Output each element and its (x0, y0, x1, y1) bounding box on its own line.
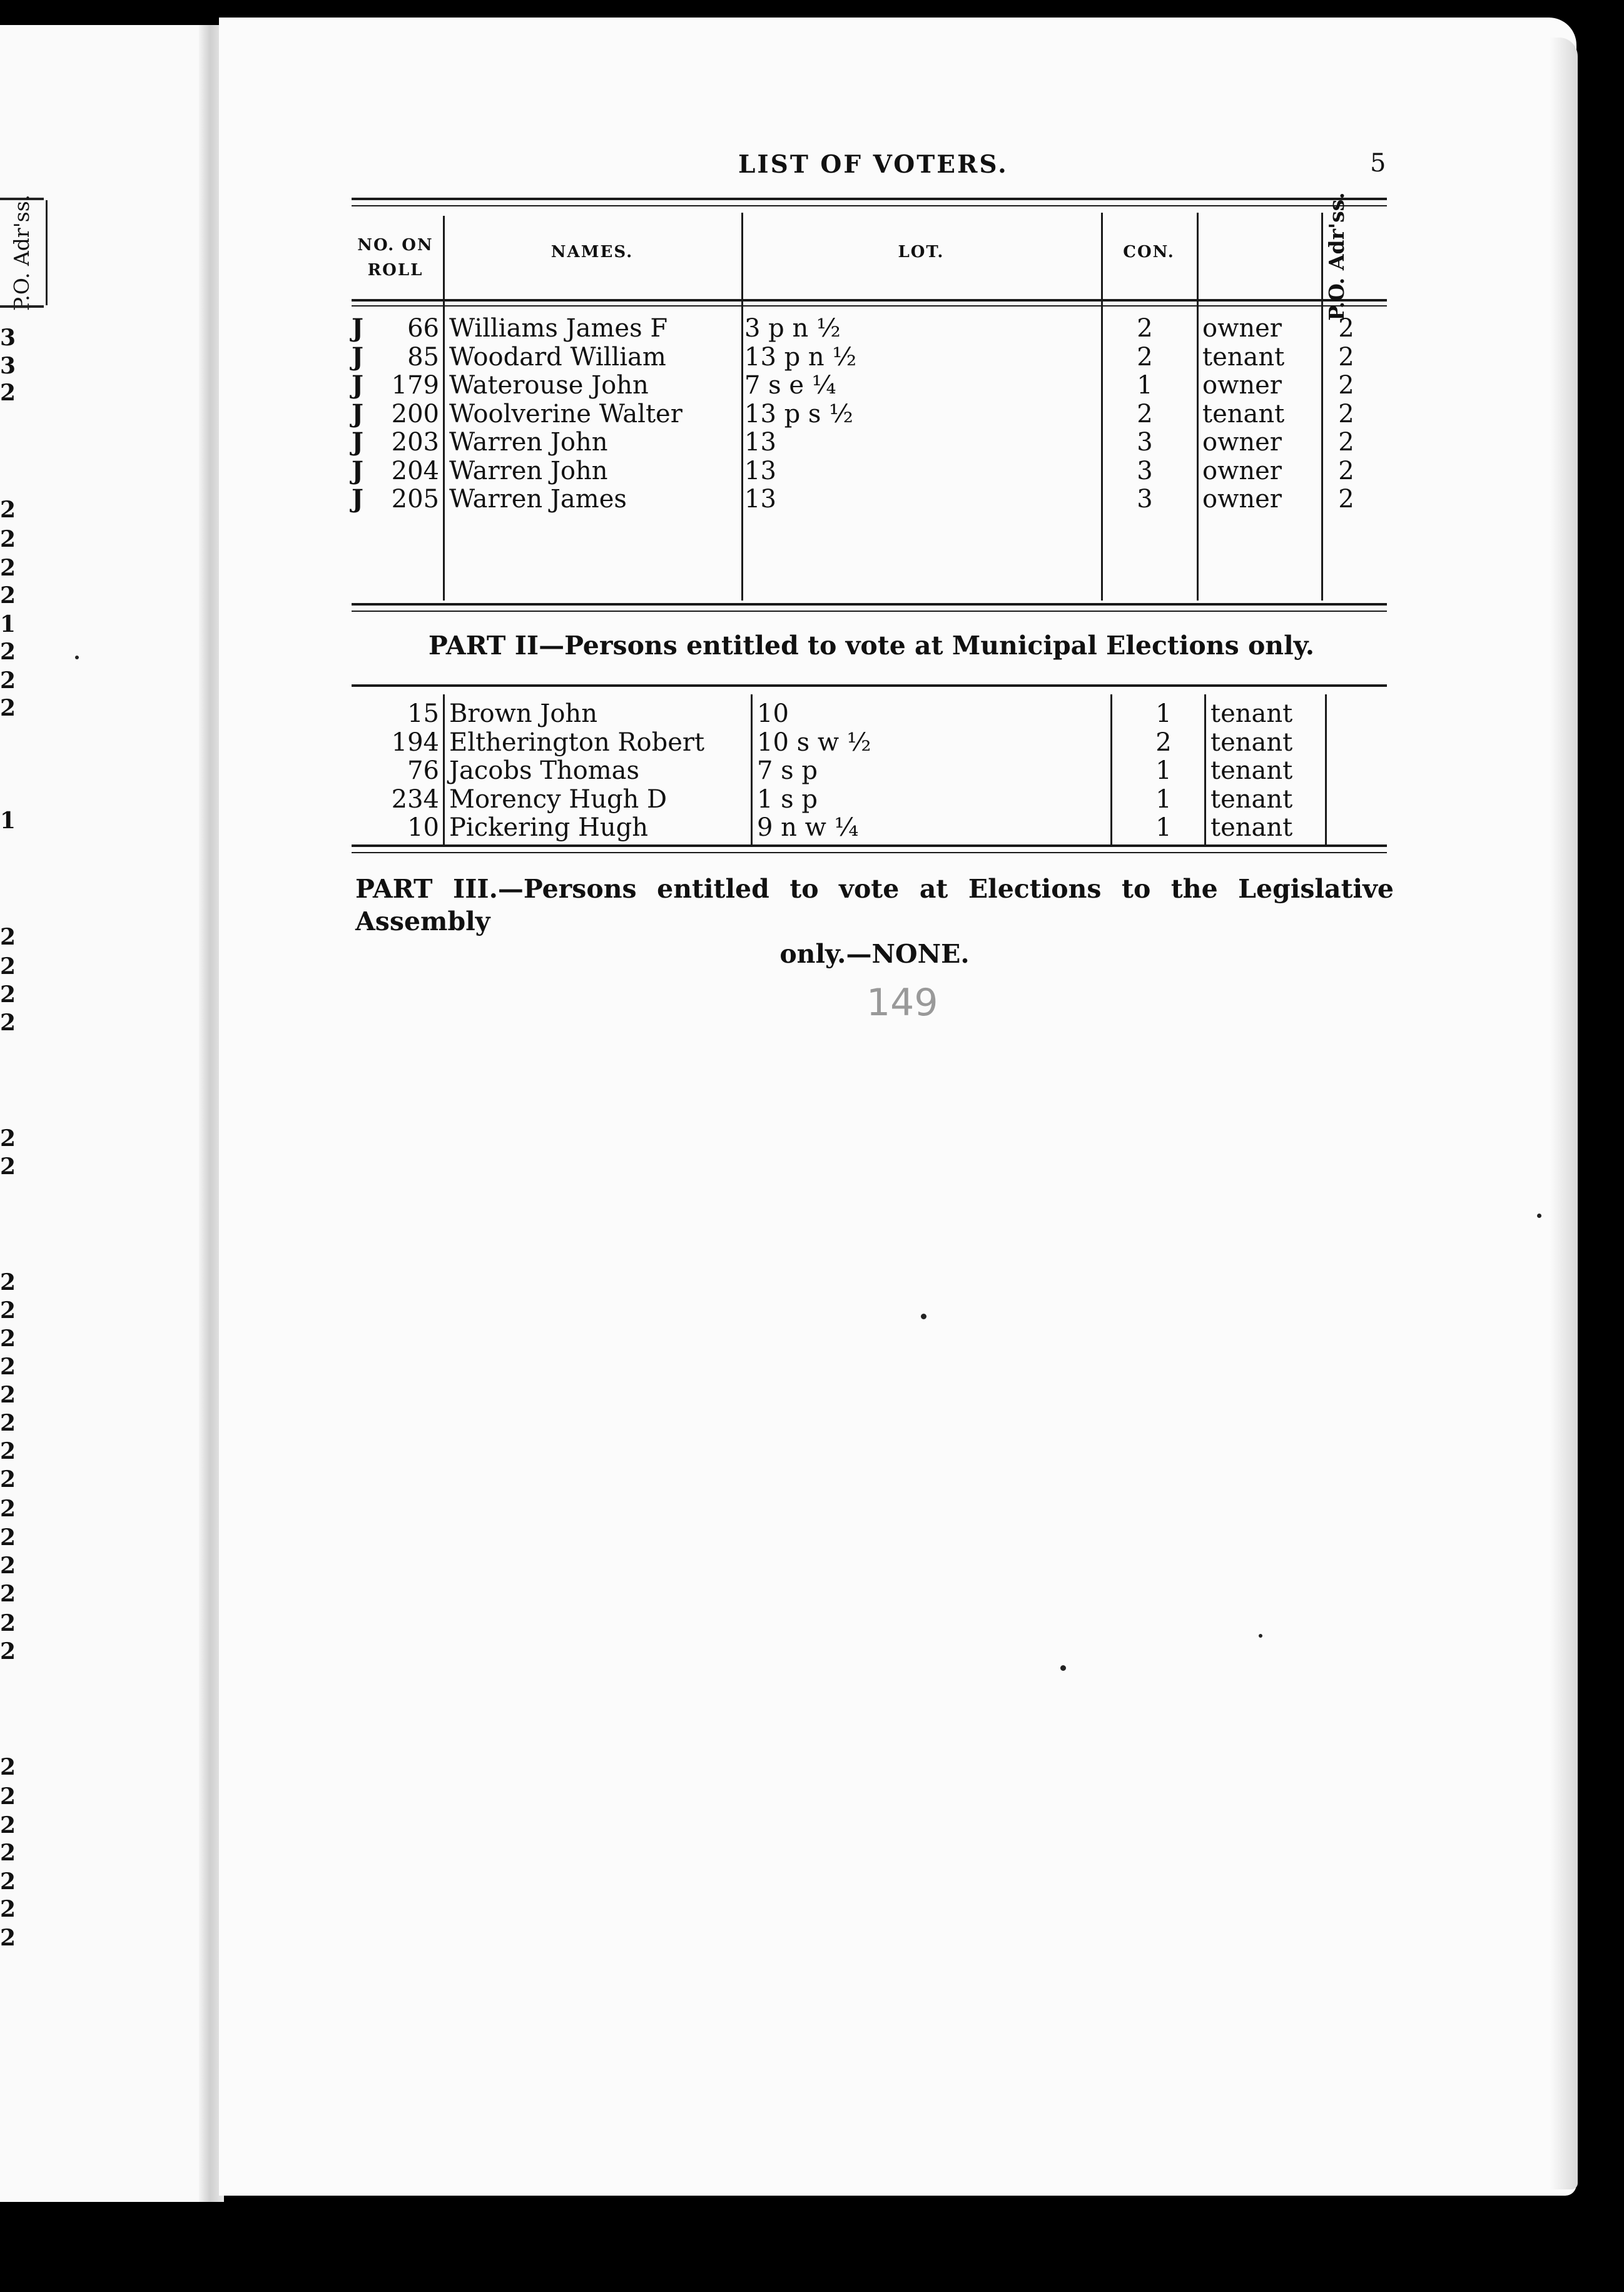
cell-name: Warren John (449, 428, 608, 457)
left-page-number: 2 (0, 1496, 16, 1522)
part3-line1: PART III.—Persons entitled to vote at Elections to the Legislative Assembly (355, 874, 1394, 936)
table-row (0, 756, 1624, 785)
cell-lot: 13 p n ½ (744, 342, 857, 372)
cell-no: 194 (391, 728, 439, 757)
cell-name: Pickering Hugh (449, 813, 649, 842)
table-row (0, 371, 1624, 400)
cell-name: Jacobs Thomas (449, 756, 640, 785)
left-page-number: 2 (0, 1896, 16, 1922)
table-top-rule-2 (352, 205, 1387, 206)
part2-top-rule (352, 684, 1387, 687)
cell-con: 2 (1137, 314, 1153, 343)
left-page-number: 2 (0, 1125, 16, 1152)
cell-status: tenant (1210, 784, 1293, 814)
left-page-numbers (0, 0, 38, 2064)
left-page-number: 2 (0, 639, 16, 665)
header-po-address: P.O. Adr'ss. (1324, 192, 1349, 321)
table-header-rule-2 (352, 305, 1387, 307)
left-page-number: 2 (0, 1326, 16, 1352)
table-row (0, 314, 1624, 343)
table-row (0, 400, 1624, 428)
cell-lot: 9 n w ¼ (757, 813, 859, 842)
left-page-number: 2 (0, 1869, 16, 1895)
table-row (0, 485, 1624, 514)
cell-status: owner (1202, 371, 1282, 400)
cell-letter: J (352, 455, 363, 485)
header-lot: LOT. (898, 243, 945, 261)
cell-no: 10 (407, 813, 439, 842)
cell-po: 2 (1338, 314, 1354, 343)
cell-lot: 13 (744, 485, 776, 514)
left-page-number: 2 (0, 667, 16, 694)
cell-po: 2 (1338, 342, 1354, 372)
left-page-number: 2 (0, 582, 16, 609)
left-page-number: 2 (0, 1581, 16, 1607)
left-page-number: 2 (0, 1840, 16, 1866)
cell-no: 203 (391, 428, 439, 457)
cell-con: 1 (1155, 784, 1172, 814)
part2-title: PART II—Persons entitled to vote at Municipal Elections only. (428, 631, 1315, 661)
header-no-on-roll: NO. ON ROLL (357, 236, 434, 280)
cell-con: 2 (1137, 399, 1153, 428)
cell-status: tenant (1210, 756, 1293, 785)
cell-letter: J (352, 370, 363, 400)
left-page-number: 2 (0, 981, 16, 1008)
cell-con: 3 (1137, 485, 1153, 514)
cell-status: tenant (1210, 813, 1293, 842)
cell-con: 3 (1137, 456, 1153, 485)
left-page-number: 2 (0, 953, 16, 980)
cell-no: 200 (391, 399, 439, 428)
left-page-number: 1 (0, 611, 16, 637)
left-page-number: 2 (0, 1466, 16, 1493)
cell-lot: 1 s p (757, 784, 818, 814)
cell-con: 1 (1137, 371, 1153, 400)
table-row (0, 785, 1624, 814)
left-page-number: 2 (0, 1553, 16, 1579)
left-page-number: 2 (0, 1783, 16, 1810)
cell-status: tenant (1210, 728, 1293, 757)
cell-con: 3 (1137, 428, 1153, 457)
cell-lot: 10 s w ½ (757, 728, 871, 757)
cell-no: 15 (407, 699, 439, 728)
header-names: NAMES. (551, 243, 634, 261)
cell-no: 204 (391, 456, 439, 485)
cell-status: tenant (1202, 342, 1285, 372)
left-page-number: 2 (0, 695, 16, 721)
speck (1259, 1634, 1262, 1638)
cell-no: 76 (407, 756, 439, 785)
cell-po: 2 (1338, 428, 1354, 457)
page-number: 5 (1370, 149, 1386, 178)
table-bottom-rule-2 (352, 611, 1387, 612)
cell-name: Morency Hugh D (449, 784, 667, 814)
cell-status: owner (1202, 428, 1282, 457)
left-page-number: 2 (0, 1925, 16, 1951)
cell-letter: J (352, 427, 363, 457)
left-page-number: 2 (0, 1812, 16, 1838)
cell-name: Eltherington Robert (449, 728, 705, 757)
cell-letter: J (352, 484, 363, 514)
left-page-number: 2 (0, 1297, 16, 1324)
cell-name: Woodard William (449, 342, 666, 372)
left-page-number: 2 (0, 1269, 16, 1296)
left-page-number: 2 (0, 1638, 16, 1665)
cell-no: 85 (407, 342, 439, 372)
cell-name: Woolverine Walter (449, 399, 683, 428)
left-column-header: P.O. Adr'ss. (0, 200, 48, 305)
cell-po: 2 (1338, 485, 1354, 514)
pencil-annotation: 149 (866, 981, 938, 1025)
table-top-rule (352, 198, 1387, 200)
cell-name: Williams James F (449, 314, 668, 343)
part3-notice (355, 873, 1394, 970)
left-page-number: 3 (0, 325, 16, 351)
speck (75, 656, 79, 659)
cell-name: Warren John (449, 456, 608, 485)
cell-name: Brown John (449, 699, 597, 728)
speck (921, 1314, 926, 1319)
cell-po: 2 (1338, 456, 1354, 485)
left-page-number: 2 (0, 497, 16, 523)
cell-lot: 10 (757, 699, 789, 728)
left-page-number: 2 (0, 924, 16, 950)
cell-no: 66 (407, 314, 439, 343)
table-row (0, 428, 1624, 457)
cell-lot: 13 (744, 428, 776, 457)
left-page-number: 2 (0, 380, 16, 406)
speck (1060, 1665, 1066, 1671)
cell-lot: 3 p n ½ (744, 314, 841, 343)
cell-con: 1 (1155, 813, 1172, 842)
cell-no: 234 (391, 784, 439, 814)
cell-name: Waterouse John (449, 371, 649, 400)
left-page-number: 2 (0, 555, 16, 581)
table-row (0, 728, 1624, 757)
cell-no: 205 (391, 485, 439, 514)
left-page-number: 3 (0, 353, 16, 379)
table-row (0, 813, 1624, 842)
cell-status: owner (1202, 456, 1282, 485)
left-page-number: 2 (0, 1524, 16, 1551)
cell-status: tenant (1202, 399, 1285, 428)
cell-lot: 7 s e ¼ (744, 371, 836, 400)
left-page-number: 2 (0, 1010, 16, 1036)
left-page-number: 2 (0, 1382, 16, 1408)
cell-lot: 13 (744, 456, 776, 485)
left-page-number: 2 (0, 1410, 16, 1436)
left-page-number: 2 (0, 1610, 16, 1636)
table-row (0, 699, 1624, 728)
cell-con: 2 (1137, 342, 1153, 372)
header-con: CON. (1123, 243, 1175, 261)
left-page-number: 2 (0, 1154, 16, 1180)
left-page-number: 2 (0, 1354, 16, 1380)
cell-con: 1 (1155, 699, 1172, 728)
part2-bottom-rule-2 (352, 852, 1387, 853)
cell-letter: J (352, 398, 363, 428)
left-page-number: 1 (0, 808, 16, 834)
cell-con: 1 (1155, 756, 1172, 785)
table-row (0, 457, 1624, 485)
cell-status: owner (1202, 314, 1282, 343)
part3-line2: only.—NONE. (779, 939, 970, 969)
cell-letter: J (352, 342, 363, 372)
page-title: LIST OF VOTERS. (738, 150, 1008, 179)
cell-po: 2 (1338, 371, 1354, 400)
speck (1537, 1214, 1541, 1218)
cell-con: 2 (1155, 728, 1172, 757)
cell-lot: 7 s p (757, 756, 818, 785)
left-page-number: 2 (0, 1438, 16, 1464)
part2-bottom-rule (352, 844, 1387, 847)
table-bottom-rule (352, 603, 1387, 606)
cell-status: owner (1202, 485, 1282, 514)
left-page-number: 2 (0, 1754, 16, 1780)
left-page-number: 2 (0, 526, 16, 552)
cell-letter: J (352, 313, 363, 343)
cell-name: Warren James (449, 485, 627, 514)
cell-lot: 13 p s ½ (744, 399, 853, 428)
table-row (0, 343, 1624, 372)
cell-po: 2 (1338, 399, 1354, 428)
cell-no: 179 (391, 371, 439, 400)
cell-status: tenant (1210, 699, 1293, 728)
table-header-rule (352, 299, 1387, 302)
